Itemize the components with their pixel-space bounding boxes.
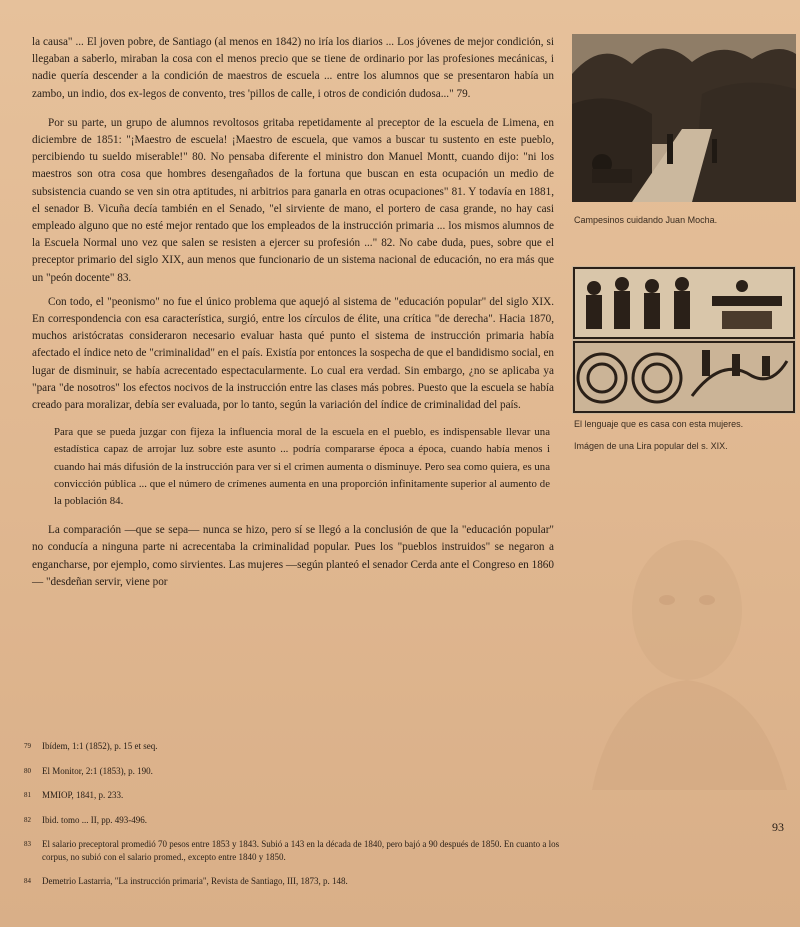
footnote-number: 82: [24, 815, 31, 824]
footnote: [24, 814, 564, 827]
faded-portrait: [572, 520, 796, 790]
illustration-subcaption: Imágen de una Lira popular del s. XIX.: [574, 441, 728, 451]
footnote: [24, 740, 564, 753]
footnote-text: El salario preceptoral promedió 70 pesos entre 1853 y 1843. Subió a 143 en la década de 1840, pero bajó a 90 después de 1850. En cuanto a los corpus, no subió con el salario promed., excepto entre 1840 y 1850.: [42, 839, 560, 862]
footnote-text: Demetrio Lastarria, "La instrucción primaria", Revista de Santiago, III, 1873, p. 148.: [42, 876, 348, 886]
footnote-number: 79: [24, 742, 31, 750]
footnote-text: Ibid. tomo ... II, pp. 493-496.: [42, 814, 147, 825]
footnote: [24, 838, 564, 863]
footnote-number: 81: [24, 791, 31, 799]
photo-caption: Campesinos cuidando Juan Mocha.: [574, 215, 718, 225]
woodcut-illustration: [572, 266, 796, 414]
footnote: [24, 765, 564, 778]
main-text-column: [32, 34, 554, 598]
footnote-text: Ibídem, 1:1 (1852), p. 15 et seq.: [42, 741, 158, 751]
paragraph-4: La comparación —que se sepa— nunca se hizo, pero sí se llegó a la conclusión de que la "educación popular" no conducía a ninguna parte ni acrecentaba la criminalidad popular. Pues los "pueblos instruidos" se negaron a engancharse, por ejemplo, como sirvientes. Las mujeres —según planteó el senador Cerda ante el Congreso en 1860— "desdeñan servir, viene por: [32, 524, 554, 588]
paragraph-3: Con todo, el "peonismo" no fue el único problema que aquejó al sistema de "educación popular" del siglo XIX. En correspondencia con esa característica, surgió, entre los círculos de élite, una crítica "de derecha". Hacia 1870, muchos aristócratas consideraron necesario evaluar hasta qué punto el sistema de instrucción primaria había afectado el índice neto de "criminalidad" en el país. Existía por entonces la sospecha de que el bandidismo social, en lugar de disminuir, se había acrecentado espectacularmente. Lo cual era verdad. Sin embargo, ¿no se aplicaba ya "para "de nosotros" los efectos nocivos de la instrucción entre las clases más pobres. Puesto que la escuela se había creado para moralizar, debía ser evaluada, por lo tanto, según la variación del índice de criminalidad del país.: [32, 295, 554, 412]
page-number: 93: [772, 820, 784, 834]
paragraph-1: la causa" ... El joven pobre, de Santiago (al menos en 1842) no iría los diarios ... Los jóvenes de mejor condición, si llegaban a saberlo, miraban la cosa con el menos precio que se tiene de ordinario por las profesiones mecánicas, i nadie quería descender a la condición de maestros de escuela ... entre los alumnos que se presentaron había un zambo, un indio, dos ex-legos de convento, tres 'pillos de calle, i otros de condición dudosa..." 79.: [32, 36, 554, 100]
footnote-text: El Monitor, 2:1 (1853), p. 190.: [42, 765, 153, 776]
footnotes: [24, 740, 564, 900]
footnote-text: MMIOP, 1841, p. 233.: [42, 790, 124, 800]
illustration-caption: El lenguaje que es casa con esta mujeres.: [574, 419, 744, 429]
paragraph-2: Por su parte, un grupo de alumnos revoltosos gritaba repetidamente al preceptor de la escuela de Limena, en diciembre de 1851: "¡Maestro de escuela! ¡Maestro de escuela, que vamos a buscar tu sustento en este pueblo, percibiendo tu sueldo miserable!" 80. No pensaba diferente el ministro don Manuel Montt, cuando dijo: "ni los maestros son otra cosa que hombres desengañados de la fortuna que buscan en esta ocupación un medio de subsistencia cuando se ven sin otra aptitudes, ni arbitrios para ganarla en otras ocupaciones" 81. Y todavía en 1881, el senador B. Vicuña decía también en el Senado, "el sirviente de mano, el portero de casa grande, no hay casi empleado alguno que no esté mejor rentado que los empleados de la instrucción primaria ... los mismos alumnos de la Escuela Normal uno vez que salen se resisten a ejercer su profesión ..." 82. No cabe duda, pues, sobre que el preceptor primario del siglo XIX, aun menos que funcionario de un sistema nacional de educación, no era más que un "peón docente" 83.: [32, 116, 554, 284]
footnote-number: 84: [24, 877, 31, 885]
footnote: [24, 875, 564, 888]
footnote: [24, 789, 564, 802]
footnote-number: 80: [24, 766, 31, 775]
block-quote: Para que se pueda juzgar con fijeza la influencia moral de la escuela en el pueblo, es indispensable llevar una estadística capaz de arrojar luz sobre este asunto ... podría compararse época a época, cuando había menos i cuando hai más difusión de la instrucción para ver si el crimen aumenta o disminuye. Pero sea como quiera, es una convicción pública ... que el número de crímenes aumenta en una proporción infinitamente superior al aumento de la población 84.: [54, 426, 550, 508]
street-scene-photo: [572, 34, 796, 202]
footnote-number: 83: [24, 840, 31, 848]
